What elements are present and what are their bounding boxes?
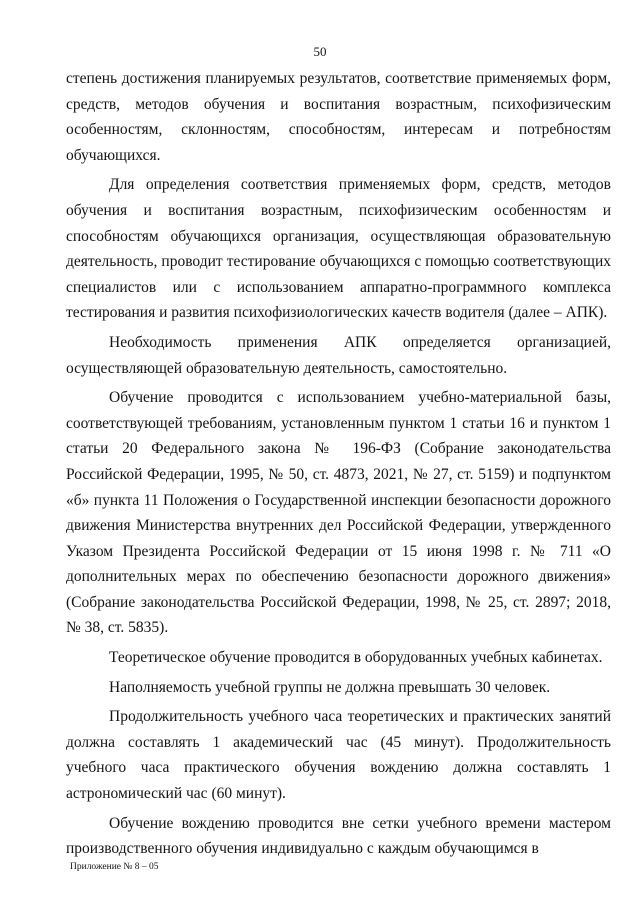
paragraph-group-size: Наполняемость учебной группы не должна превышать 30 человек. <box>109 678 551 696</box>
paragraph-testing: Для определения соответствия применяемых форм, средств, методов обучения и воспитания возрастным, психофизическим особенностям и способностям обучающихся организация, осуществляющая образовательную деятельность, проводит тестирование обучающихся с помощью соответствующих специалистов или с использованием аппаратно-программного комплекса тестирования и развития психофизиологических качеств водителя (далее – АПК). <box>66 176 611 322</box>
paragraph-driving-training: Обучение вождению проводится вне сетки учебного времени мастером производственного обучения индивидуально с каждым обучающимся в <box>66 814 611 858</box>
paragraph-lesson-duration: Продолжительность учебного часа теоретических и практических занятий должна составлять 1 академический час (45 минут). Продолжительность учебного часа практического обучения вождению должна составлять 1 астрономический час (60 минут). <box>66 708 611 803</box>
body-text <box>66 66 611 866</box>
paragraph-theory-classrooms: Теоретическое обучение проводится в оборудованных учебных кабинетах. <box>109 649 603 667</box>
paragraph-apk-necessity: Необходимость применения АПК определяется организацией, осуществляющей образовательную деятельность, самостоятельно. <box>66 333 611 377</box>
page-number: 50 <box>313 44 327 59</box>
paragraph-continuation: степень достижения планируемых результатов, соответствие применяемых форм, средств, методов обучения и воспитания возрастным, психофизическим особенностям, склонностям, способностям, интересам и потребностям обучающихся. <box>66 70 611 164</box>
paragraph-material-base: Обучение проводится с использованием учебно-материальной базы, соответствующей требованиям, установленным пунктом 1 статьи 16 и пунктом 1 статьи 20 Федерального закона № 196-ФЗ (Собрание законодательства Российской Федерации, 1995, № 50, ст. 4873, 2021, № 27, ст. 5159) и подпунктом «б» пункта 11 Положения о Государственной инспекции безопасности дорожного движения Министерства внутренних дел Российской Федерации, утвержденного Указом Президента Российской Федерации от 15 июня 1998 г. № 711 «О дополнительных мерах по обеспечению безопасности дорожного движения» (Собрание законодательства Российской Федерации, 1998, № 25, ст. 2897; 2018, № 38, ст. 5835). <box>66 389 611 637</box>
footer-attachment-label: Приложение № 8 – 05 <box>70 862 159 872</box>
